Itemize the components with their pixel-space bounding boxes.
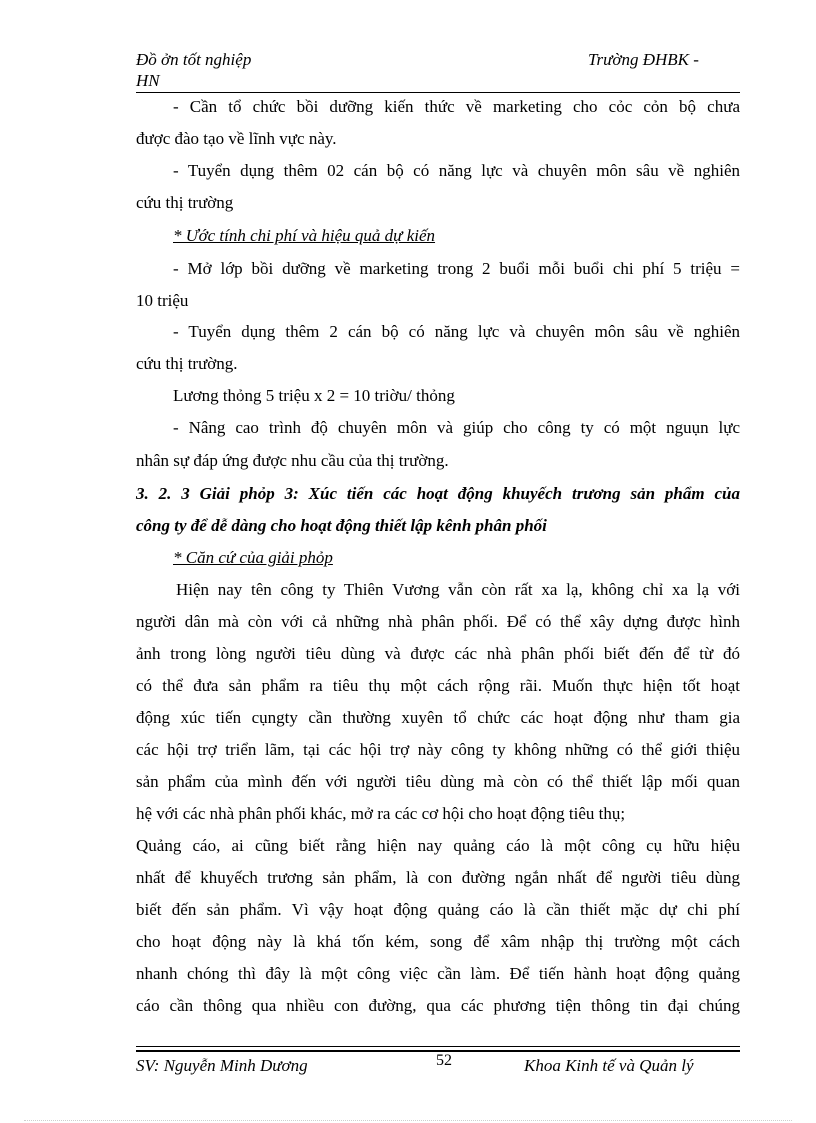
page-edge-dotted-line — [24, 1120, 792, 1121]
paragraph-line: nhanh chóng thì đây là một công việc cần làm. Để tiến hành hoạt động quảng — [136, 964, 740, 983]
paragraph-line: nhân sự đáp ứng được nhu cầu của thị trường. — [136, 451, 449, 470]
paragraph-line: - Tuyển dụng thêm 2 cán bộ có năng lực và chuyên môn sâu về nghiên — [173, 322, 740, 341]
paragraph-line: ảnh trong lòng người tiêu dùng và được các nhà phân phối biết đến để từ đó — [136, 644, 740, 663]
footer-author: SV: Nguyễn Minh Dương — [136, 1056, 308, 1075]
paragraph-line: cứu thị trường. — [136, 354, 238, 373]
paragraph-line: động xúc tiến cụngty cần thường xuyên tổ chức các hoạt động như tham gia — [136, 708, 740, 727]
page-number: 52 — [436, 1052, 452, 1069]
paragraph-line: nhất để khuyếch trương sản phẩm, là con đường ngắn nhất để người tiêu dùng — [136, 868, 740, 887]
paragraph-line: cho hoạt động này là khá tốn kém, song để xâm nhập thị trường một cách — [136, 932, 740, 951]
paragraph-line: 10 triệu — [136, 291, 189, 310]
paragraph-line: - Cần tổ chức bồi dưỡng kiến thức về marketing cho cỏc cỏn bộ chưa — [173, 97, 740, 116]
paragraph-line: hệ với các nhà phân phối khác, mở ra các cơ hội cho hoạt động tiêu thụ; — [136, 804, 626, 823]
section-heading-cont: công ty để dễ dàng cho hoạt động thiết lập kênh phân phối — [136, 516, 547, 535]
footer-rule-thin — [136, 1046, 740, 1047]
header-left: Đồ ởn tốt nghiệp — [136, 50, 252, 69]
paragraph-line: - Mở lớp bồi dưỡng về marketing trong 2 buổi mỗi buổi chi phí 5 triệu = — [173, 259, 740, 278]
paragraph-line: Lương thỏng 5 triệu x 2 = 10 triờu/ thỏng — [173, 386, 455, 405]
header-right: Trường ĐHBK - — [588, 50, 699, 69]
paragraph-line: được đào tạo về lĩnh vực này. — [136, 129, 337, 148]
paragraph-line: - Nâng cao trình độ chuyên môn và giúp cho công ty có một nguụn lực — [173, 418, 740, 437]
header-rule — [136, 92, 740, 93]
paragraph-line: - Tuyển dụng thêm 02 cán bộ có năng lực và chuyên môn sâu về nghiên — [173, 161, 740, 180]
paragraph-line: Quảng cáo, ai cũng biết rằng hiện nay quảng cáo là một công cụ hữu hiệu — [136, 836, 740, 855]
paragraph-line: biết đến sản phẩm. Vì vậy hoạt động quảng cáo là cần thiết mặc dự chi phí — [136, 900, 740, 919]
paragraph-line: các hội trợ triển lãm, tại các hội trợ này công ty không những có thể giới thiệu — [136, 740, 740, 759]
paragraph-line: người dân mà còn với cả những nhà phân phối. Để có thể xây dựng được hình — [136, 612, 740, 631]
subheading-basis: * Căn cứ của giải phỏp — [173, 548, 333, 567]
header-right-continuation: HN — [136, 71, 160, 90]
paragraph-line: Hiện nay tên công ty Thiên Vương vẫn còn rất xa lạ, không chỉ xa lạ với — [176, 580, 740, 599]
footer-faculty: Khoa Kinh tế và Quản lý — [524, 1056, 694, 1075]
paragraph-line: sản phẩm của mình đến với người tiêu dùng mà còn có thể thiết lập mối quan — [136, 772, 740, 791]
section-heading: 3. 2. 3 Giải phỏp 3: Xúc tiến các hoạt động khuyếch trương sản phẩm của — [136, 484, 740, 503]
paragraph-line: cáo cần thông qua nhiều con đường, qua các phương tiện thông tin đại chúng — [136, 996, 740, 1015]
paragraph-line: có thể đưa sản phẩm ra tiêu thụ một cách rộng rãi. Muốn thực hiện tốt hoạt — [136, 676, 740, 695]
paragraph-line: cứu thị trường — [136, 193, 234, 212]
subheading-cost-estimate: * Ước tính chi phí và hiệu quả dự kiến — [173, 226, 436, 245]
